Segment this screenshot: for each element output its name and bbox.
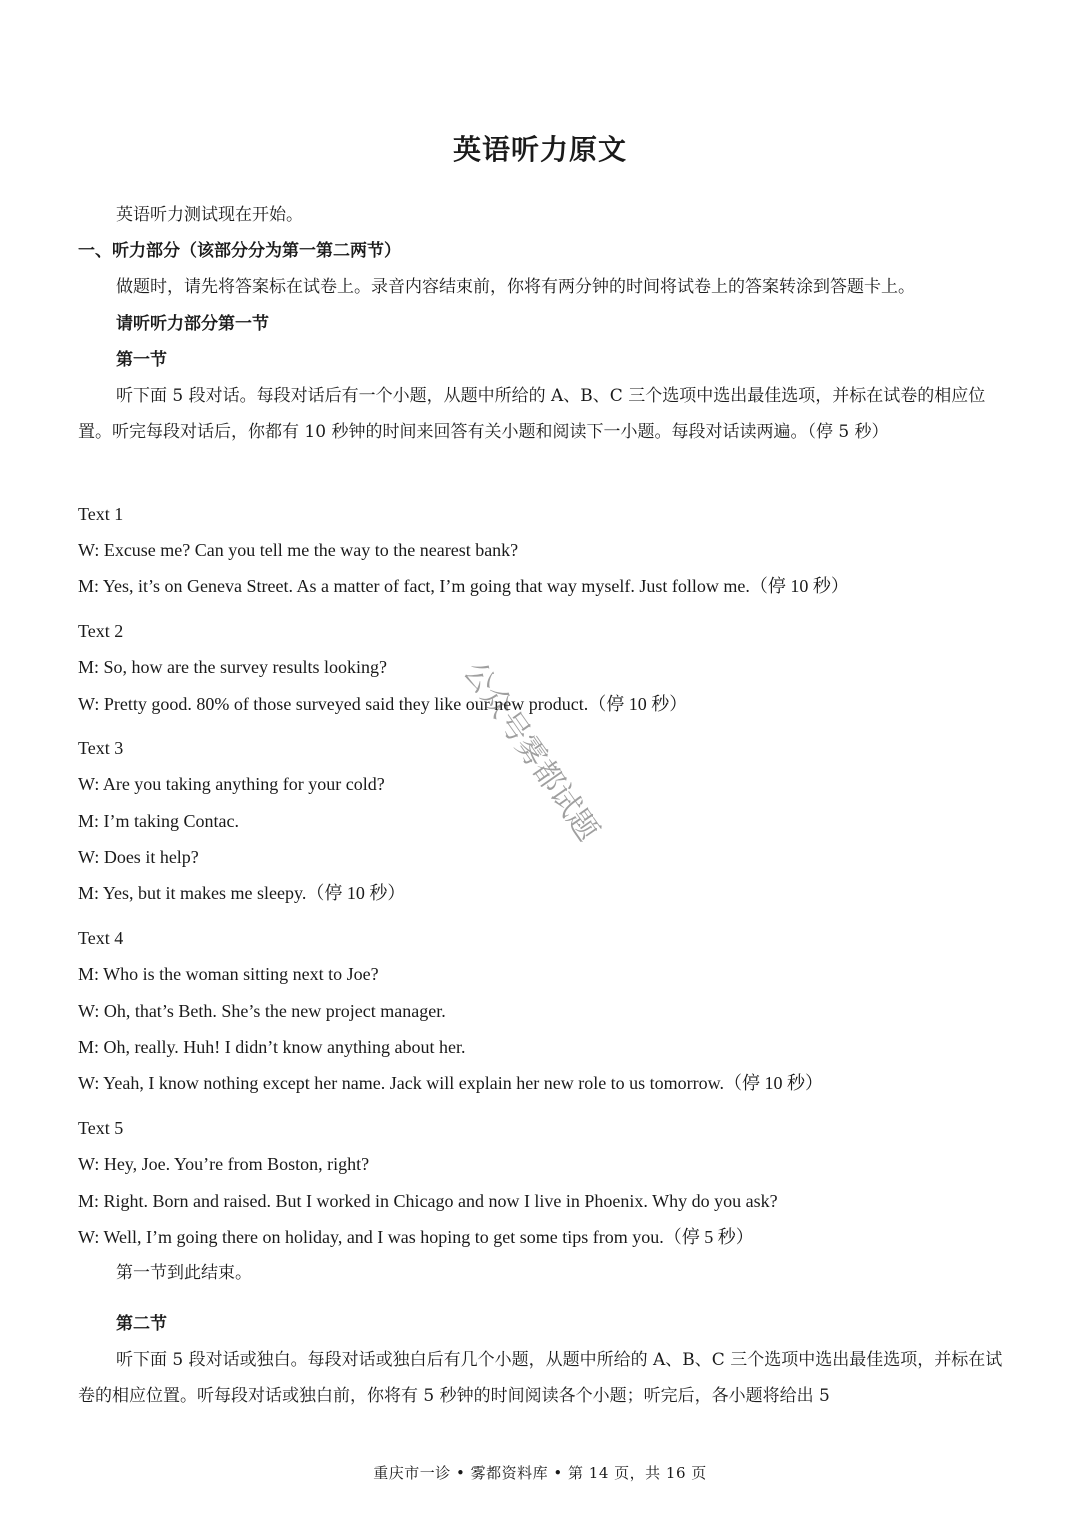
section1-end: 第一节到此结束。 <box>116 1263 252 1283</box>
dialogue-line: M: Yes, but it makes me sleepy.（停 10 秒） <box>78 883 406 903</box>
instruction-text: 做题时，请先将答案标在试卷上。录音内容结束前，你将有两分钟的时间将试卷上的答案转涂到答题卡上。 <box>116 277 915 297</box>
text5-label: Text 5 <box>78 1118 124 1138</box>
dialogue-line: W: Well, I’m going there on holiday, and I was hoping to get some tips from you.（停 5 秒） <box>78 1227 754 1247</box>
page-title: 英语听力原文 <box>452 133 627 166</box>
dialogue-line: M: Yes, it’s on Geneva Street. As a matter of fact, I’m going that way myself. Just follow me.（停 10 秒） <box>78 576 849 596</box>
section1-heading: 第一节 <box>116 350 167 370</box>
part1-heading: 一、听力部分（该部分分为第一第二两节） <box>78 241 401 261</box>
section2-instruction: 听下面 5 段对话或独白。每段对话或独白后有几个小题，从题中所给的 A、B、C 三个选项中选出最佳选项，并标在试卷的相应位置。听每段对话或独白前，你将有 5 秒钟的时间阅读各个小题；听完后，各小题将给出 5 <box>78 1350 1003 1406</box>
sub-heading: 请听听力部分第一节 <box>116 314 269 334</box>
dialogue-line: M: Who is the woman sitting next to Joe? <box>78 964 379 984</box>
dialogue-line: W: Pretty good. 80% of those surveyed said they like our new product.（停 10 秒） <box>78 694 688 714</box>
dialogue-line: W: Hey, Joe. You’re from Boston, right? <box>78 1154 370 1174</box>
dialogue-line: W: Oh, that’s Beth. She’s the new project manager. <box>78 1001 446 1021</box>
section1-instruction: 听下面 5 段对话。每段对话后有一个小题，从题中所给的 A、B、C 三个选项中选出最佳选项，并标在试卷的相应位置。听完每段对话后，你都有 10 秒钟的时间来回答有关小题和阅读下一小题。每段对话读两遍。（停 5 秒） <box>78 386 986 442</box>
dialogue-line: W: Excuse me? Can you tell me the way to the nearest bank? <box>78 540 519 560</box>
dialogue-line: W: Does it help? <box>78 847 199 867</box>
dialogue-line: W: Yeah, I know nothing except her name. Jack will explain her new role to us tomorrow.（停 10 秒） <box>78 1073 824 1093</box>
intro-text: 英语听力测试现在开始。 <box>116 205 303 225</box>
dialogue-line: M: I’m taking Contac. <box>78 811 239 831</box>
dialogue-line: M: So, how are the survey results looking? <box>78 657 387 677</box>
text1-label: Text 1 <box>78 504 124 524</box>
dialogue-line: M: Oh, really. Huh! I didn’t know anything about her. <box>78 1037 466 1057</box>
text4-label: Text 4 <box>78 928 124 948</box>
page-footer: 重庆市一诊 • 雾都资料库 • 第 14 页，共 16 页 <box>373 1464 707 1482</box>
text3-label: Text 3 <box>78 738 124 758</box>
dialogue-line: W: Are you taking anything for your cold? <box>78 774 385 794</box>
text2-label: Text 2 <box>78 621 124 641</box>
dialogue-line: M: Right. Born and raised. But I worked in Chicago and now I live in Phoenix. Why do you ask? <box>78 1191 778 1211</box>
section2-heading: 第二节 <box>116 1314 167 1334</box>
watermark: 公众号雾都试题 <box>456 655 606 848</box>
